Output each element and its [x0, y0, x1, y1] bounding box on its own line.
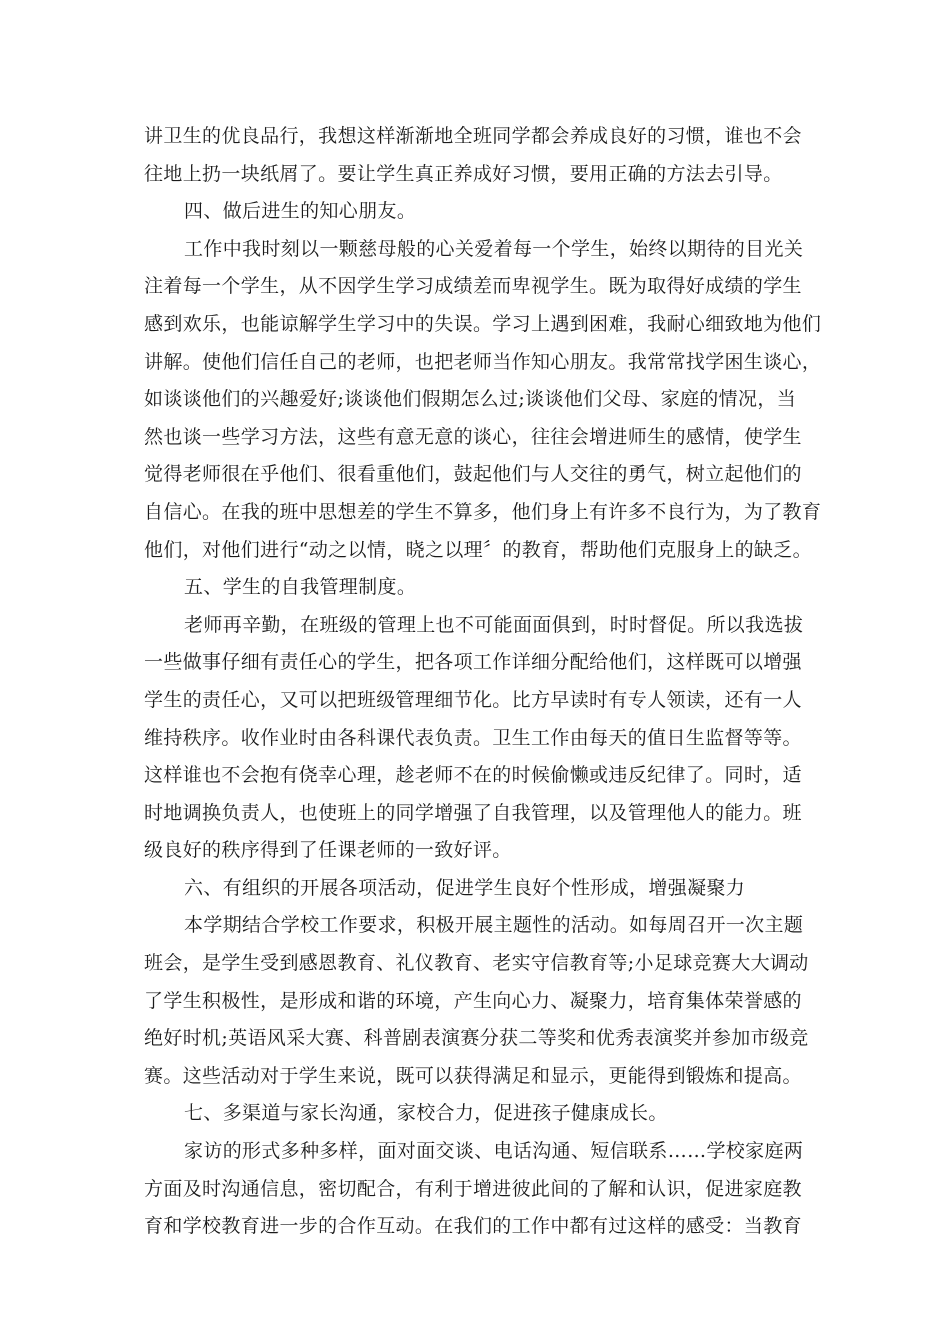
text-line: 家访的形式多种多样，面对面交谈、电话沟通、短信联系……学校家庭两: [184, 1140, 804, 1163]
text-line: 注着每一个学生，从不因学生学习成绩差而卑视学生。既为取得好成绩的学生: [144, 275, 802, 298]
text-line: 自信心。在我的班中思想差的学生不算多，他们身上有许多不良行为，为了教育: [144, 500, 822, 523]
text-line: 往地上扔一块纸屑了。要让学生真正养成好习惯，要用正确的方法去引导。: [144, 162, 783, 185]
text-line: 学生的责任心，又可以把班级管理细节化。比方早读时有专人领读，还有一人: [144, 688, 802, 711]
text-line: 了学生积极性，是形成和谐的环境，产生向心力、凝聚力，培育集体荣誉感的: [144, 989, 802, 1012]
document-body: [144, 118, 822, 1246]
text-line: 他们，对他们进行“动之以情，晓之以理〞的教育，帮助他们克服身上的缺乏。: [144, 538, 812, 561]
text-line: 级良好的秩序得到了任课老师的一致好评。: [144, 839, 512, 862]
text-line: 如谈谈他们的兴趣爱好;谈谈他们假期怎么过;谈谈他们父母、家庭的情况，当: [144, 388, 797, 411]
section-heading: 六、有组织的开展各项活动，促进学生良好个性形成，增强凝聚力: [184, 876, 746, 899]
text-line: 感到欢乐，也能谅解学生学习中的失误。学习上遇到困难，我耐心细致地为他们: [144, 312, 822, 335]
section-heading: 四、做后进生的知心朋友。: [184, 200, 417, 223]
text-line: 时地调换负责人，也使班上的同学增强了自我管理，以及管理他人的能力。班: [144, 801, 802, 824]
section-heading: 五、学生的自我管理制度。: [184, 576, 417, 599]
section-heading: 七、多渠道与家长沟通，家校合力，促进孩子健康成长。: [184, 1102, 668, 1125]
text-line: 本学期结合学校工作要求，积极开展主题性的活动。如每周召开一次主题: [184, 914, 804, 937]
text-line: 老师再辛勤，在班级的管理上也不可能面面俱到，时时督促。所以我选拔: [184, 613, 804, 636]
text-line: 一些做事仔细有责任心的学生，把各项工作详细分配给他们，这样既可以增强: [144, 651, 802, 674]
text-line: 讲卫生的优良品行，我想这样渐渐地全班同学都会养成良好的习惯，谁也不会: [144, 125, 802, 147]
text-line: 然也谈一些学习方法，这些有意无意的谈心，往往会增进师生的感情，使学生: [144, 425, 802, 448]
text-line: 育和学校教育进一步的合作互动。在我们的工作中都有过这样的感受：当教育: [144, 1215, 802, 1238]
text-line: 绝好时机;英语风采大赛、科普剧表演赛分获二等奖和优秀表演奖并参加市级竞: [144, 1027, 809, 1050]
text-line: 觉得老师很在乎他们、很看重他们，鼓起他们与人交往的勇气，树立起他们的: [144, 463, 802, 486]
text-line: 方面及时沟通信息，密切配合，有利于增进彼此间的了解和认识，促进家庭教: [144, 1177, 802, 1200]
text-line: 赛。这些活动对于学生来说，既可以获得满足和显示，更能得到锻炼和提高。: [144, 1064, 802, 1087]
text-line: 工作中我时刻以一颗慈母般的心关爱着每一个学生，始终以期待的目光关: [184, 237, 804, 260]
text-line: 这样谁也不会抱有侥幸心理，趁老师不在的时候偷懒或违反纪律了。同时，适: [144, 764, 802, 787]
text-line: 班会，是学生受到感恩教育、礼仪教育、老实守信教育等;小足球竞赛大大调动: [144, 952, 809, 975]
text-line: 讲解。使他们信任自己的老师，也把老师当作知心朋友。我常常找学困生谈心，: [144, 350, 822, 373]
text-line: 维持秩序。收作业时由各科课代表负责。卫生工作由每天的值日生监督等等。: [144, 726, 802, 749]
